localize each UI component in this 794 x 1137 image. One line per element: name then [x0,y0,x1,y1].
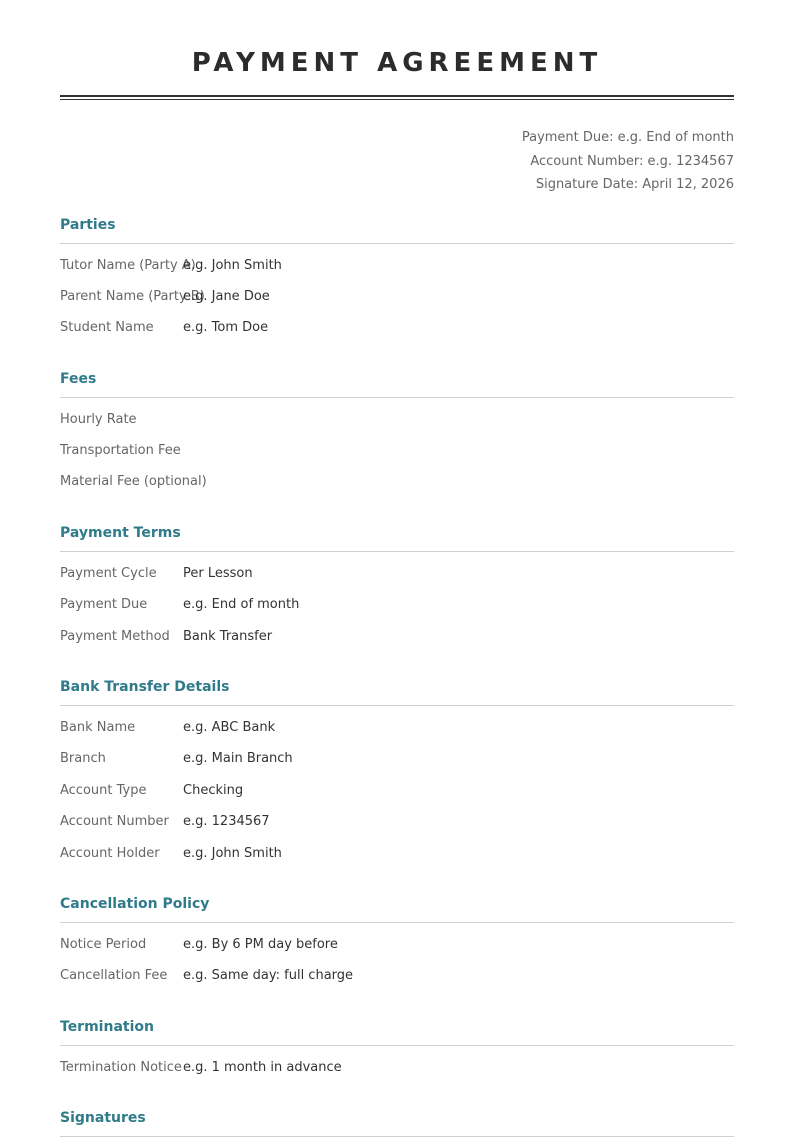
field-list [60,565,734,659]
field-label: Account Holder [60,845,160,861]
field-row-tutor-name [60,257,734,288]
field-list [60,936,734,999]
field-row-account-number [60,813,734,844]
field-row-cancellation-fee [60,967,734,998]
section-divider [60,551,734,552]
section-cancellation-policy [60,894,734,999]
field-value: e.g. Same day: full charge [183,968,354,984]
field-list [60,719,734,876]
field-label: Cancellation Fee [60,968,168,984]
title-divider [60,95,734,100]
field-value: e.g. Jane Doe [183,288,270,304]
section-divider [60,1045,734,1046]
field-value: e.g. John Smith [183,257,282,273]
field-label: Tutor Name (Party A) [60,257,196,273]
section-bank-transfer [60,677,734,876]
field-list [60,257,734,351]
field-label: Termination Notice [60,1059,182,1075]
field-label: Parent Name (Party B) [60,288,205,304]
field-value: Bank Transfer [183,628,273,644]
field-row-material-fee [60,473,734,504]
section-title: Payment Terms [60,524,181,541]
field-row-parent-name [60,288,734,319]
field-row-bank-name [60,719,734,750]
field-value: e.g. Main Branch [183,751,293,767]
field-label: Account Number [60,814,169,830]
field-row-student-name [60,319,734,350]
meta-signature-date: Signature Date: April 12, 2026 [535,177,734,192]
section-title: Parties [60,216,116,233]
meta-payment-due: Payment Due: e.g. End of month [521,130,734,145]
field-label: Account Type [60,782,147,798]
field-value: e.g. 1234567 [183,814,270,830]
field-row-termination-notice [60,1059,734,1090]
section-title: Termination [60,1018,154,1035]
agreement-page [60,0,734,1137]
document-meta [60,126,734,197]
field-list [60,1059,734,1090]
section-title: Signatures [60,1110,146,1127]
section-title: Fees [60,370,97,387]
section-title: Bank Transfer Details [60,679,230,696]
field-label: Payment Due [60,597,148,613]
field-label: Material Fee (optional) [60,474,207,490]
field-label: Bank Name [60,720,136,736]
field-row-account-type [60,782,734,813]
field-value: e.g. ABC Bank [183,720,276,736]
field-row-transportation-fee [60,442,734,473]
section-divider [60,397,734,398]
field-row-account-holder [60,845,734,876]
field-value: e.g. Tom Doe [183,320,269,336]
section-divider [60,922,734,923]
field-value: Per Lesson [183,565,253,581]
field-value: Checking [183,782,244,798]
field-label: Notice Period [60,936,147,952]
field-row-hourly-rate [60,411,734,442]
document-title: PAYMENT AGREEMENT [191,48,603,78]
field-value: e.g. John Smith [183,845,282,861]
field-label: Branch [60,751,106,767]
field-row-payment-due [60,596,734,627]
section-payment-terms [60,523,734,659]
field-list [60,411,734,505]
field-row-notice-period [60,936,734,967]
field-value: e.g. By 6 PM day before [183,936,338,952]
meta-account-number: Account Number: e.g. 1234567 [530,153,734,169]
field-label: Student Name [60,320,154,336]
section-termination [60,1017,734,1090]
field-value: e.g. End of month [183,597,300,613]
field-value: e.g. 1 month in advance [183,1059,342,1075]
field-label: Transportation Fee [60,443,181,459]
field-label: Payment Cycle [60,565,157,581]
section-parties [60,215,734,351]
field-label: Payment Method [60,628,170,644]
field-row-payment-method [60,628,734,659]
field-row-branch [60,750,734,781]
field-label: Hourly Rate [60,411,137,427]
section-divider [60,705,734,706]
field-row-payment-cycle [60,565,734,596]
section-title: Cancellation Policy [60,895,210,912]
section-divider [60,243,734,244]
section-fees [60,369,734,505]
